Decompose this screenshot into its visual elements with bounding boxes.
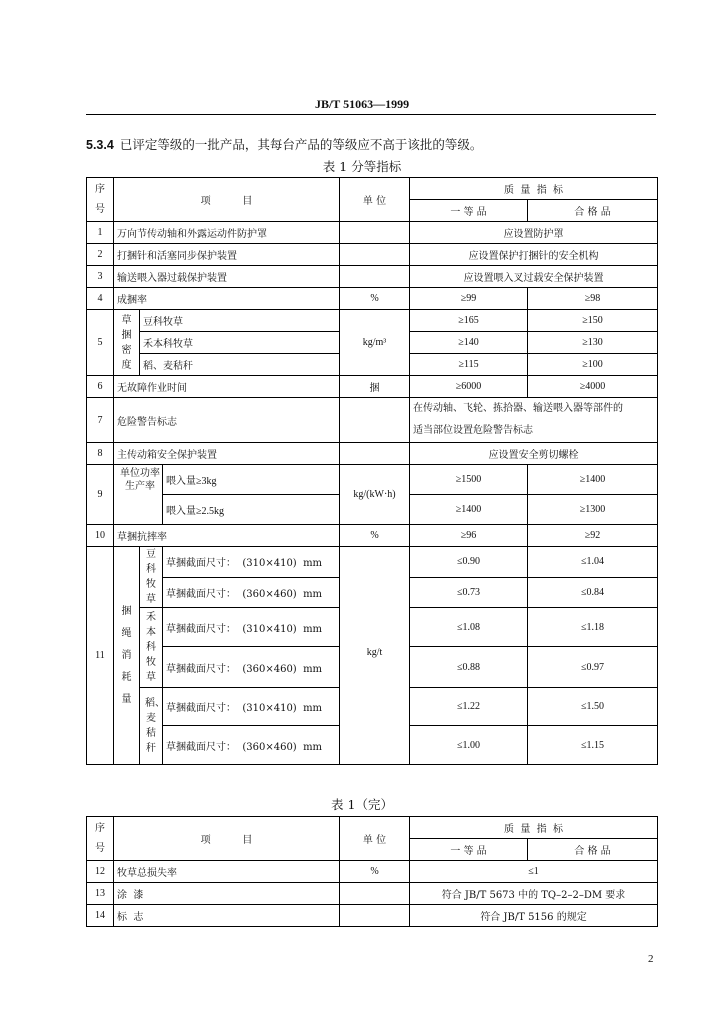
row-qualified: ≤0.97 <box>528 647 658 688</box>
row-item: 无故障作业时间 <box>114 376 340 398</box>
row-first-grade: ≤0.88 <box>410 647 528 688</box>
header-rule <box>86 114 656 115</box>
clause-5-3-4 <box>86 135 482 153</box>
sub-item: 草捆截面尺寸： (310×410) mm <box>163 547 340 578</box>
row-first-grade: ≥165 <box>410 310 528 332</box>
row-value: 应设置保护打捆针的安全机构 <box>410 244 658 266</box>
row-value: ≤1 <box>410 861 658 883</box>
sub-item: 草捆截面尺寸： (360×460) mm <box>163 726 340 765</box>
row-first-grade: ≤1.22 <box>410 688 528 726</box>
row-item: 涂 漆 <box>114 883 340 905</box>
row-item: 草捆抗摔率 <box>114 525 340 547</box>
table-row <box>87 861 658 883</box>
row-unit <box>340 905 410 927</box>
row-number: 9 <box>87 465 114 525</box>
row-number: 5 <box>87 310 114 376</box>
sub-item: 草捆截面尺寸： (310×410) mm <box>163 688 340 726</box>
first-grade-header: 一 等 品 <box>410 200 528 222</box>
row-qualified: ≤1.18 <box>528 608 658 647</box>
row-qualified: ≥130 <box>528 332 658 354</box>
table-row <box>87 547 658 578</box>
standard-code: JB/T 51063—1999 <box>314 97 410 111</box>
table-row <box>87 310 658 332</box>
row-item: 主传动箱安全保护装置 <box>114 443 340 465</box>
row-unit <box>340 222 410 244</box>
table-row <box>87 222 658 244</box>
clause-number: 5.3.4 <box>86 138 114 152</box>
row-qualified: ≥150 <box>528 310 658 332</box>
sub-item: 草捆截面尺寸： (360×460) mm <box>163 647 340 688</box>
row-first-grade: ≤1.08 <box>410 608 528 647</box>
table-row <box>87 883 658 905</box>
row-qualified: ≥98 <box>528 288 658 310</box>
row-number: 12 <box>87 861 114 883</box>
table-row <box>87 443 658 465</box>
sub-item: 禾本科牧草 <box>140 332 340 354</box>
table1-grading-indicators <box>86 177 658 765</box>
row-number: 13 <box>87 883 114 905</box>
row-qualified: ≥92 <box>528 525 658 547</box>
row-first-grade: ≤0.73 <box>410 577 528 608</box>
row-value: 应设置安全剪切螺栓 <box>410 443 658 465</box>
row-unit <box>340 443 410 465</box>
row-item: 输送喂入器过载保护装置 <box>114 266 340 288</box>
unit-header: 单 位 <box>340 178 410 222</box>
qualified-header: 合 格 品 <box>528 839 658 861</box>
table-row <box>87 525 658 547</box>
item-header: 项 目 <box>114 178 340 222</box>
table-row <box>87 905 658 927</box>
row-unit: % <box>340 288 410 310</box>
row-unit: % <box>340 525 410 547</box>
row-first-grade: ≤0.90 <box>410 547 528 578</box>
row-first-grade: ≥6000 <box>410 376 528 398</box>
seq-header: 序 号 <box>87 178 114 222</box>
row-number: 6 <box>87 376 114 398</box>
quality-header: 质 量 指 标 <box>410 178 658 200</box>
sub-item: 豆科牧草 <box>140 310 340 332</box>
row-value: 符合 JB/T 5673 中的 TQ–2–2–DM 要求 <box>410 883 658 905</box>
row-number: 10 <box>87 525 114 547</box>
row-number: 8 <box>87 443 114 465</box>
row-item: 万向节传动轴和外露运动件防护罩 <box>114 222 340 244</box>
category-label: 稻、麦秸秆 <box>140 688 163 765</box>
row-number: 3 <box>87 266 114 288</box>
row-unit <box>340 244 410 266</box>
row-number: 2 <box>87 244 114 266</box>
row-number: 14 <box>87 905 114 927</box>
table-row <box>87 465 658 495</box>
seq-header: 序 号 <box>87 817 114 861</box>
row-item: 标 志 <box>114 905 340 927</box>
row-first-grade: ≥1500 <box>410 465 528 495</box>
row-qualified: ≥1300 <box>528 495 658 525</box>
clause-text: 已评定等级的一批产品，其每台产品的等级应不高于该批的等级。 <box>119 137 483 152</box>
row-number: 11 <box>87 547 114 765</box>
row-first-grade: ≥96 <box>410 525 528 547</box>
row-number: 1 <box>87 222 114 244</box>
row-number: 7 <box>87 398 114 443</box>
row-group-label: 捆绳消耗量 <box>114 547 140 765</box>
page-number: 2 <box>648 953 654 965</box>
row-first-grade: ≥140 <box>410 332 528 354</box>
table-row <box>87 398 658 443</box>
row-unit <box>340 266 410 288</box>
row-unit <box>340 398 410 443</box>
table1-caption: 表 1 分等指标 <box>322 159 402 174</box>
sub-item: 喂入量≥3kg <box>163 465 340 495</box>
row-unit: % <box>340 861 410 883</box>
sub-item: 草捆截面尺寸： (360×460) mm <box>163 577 340 608</box>
sub-item: 喂入量≥2.5kg <box>163 495 340 525</box>
row-qualified: ≤1.15 <box>528 726 658 765</box>
row-unit <box>340 883 410 905</box>
row-group-label: 草捆密度 <box>114 310 140 376</box>
row-unit: kg/t <box>340 547 410 765</box>
table1-continued <box>86 816 658 927</box>
row-value: 在传动轴、飞轮、拣拾器、输送喂入器等部件的 适当部位设置危险警告标志 <box>410 398 658 443</box>
unit-header: 单 位 <box>340 817 410 861</box>
row-qualified: ≥4000 <box>528 376 658 398</box>
row-qualified: ≥100 <box>528 354 658 376</box>
sub-item: 草捆截面尺寸： (310×410) mm <box>163 608 340 647</box>
table-row <box>87 266 658 288</box>
row-group-label: 单位功率生产率 <box>114 465 163 525</box>
table-row <box>87 288 658 310</box>
row-item: 危险警告标志 <box>114 398 340 443</box>
row-value: 应设置喂入叉过载安全保护装置 <box>410 266 658 288</box>
row-value: 符合 JB/T 5156 的规定 <box>410 905 658 927</box>
table-row <box>87 376 658 398</box>
row-first-grade: ≤1.00 <box>410 726 528 765</box>
quality-header: 质 量 指 标 <box>410 817 658 839</box>
row-qualified: ≤1.50 <box>528 688 658 726</box>
category-label: 禾本科牧草 <box>140 608 163 688</box>
row-item: 打捆针和活塞同步保护装置 <box>114 244 340 266</box>
item-header: 项 目 <box>114 817 340 861</box>
table1-cont-caption: 表 1（完） <box>331 797 393 812</box>
row-qualified: ≤1.04 <box>528 547 658 578</box>
row-first-grade: ≥115 <box>410 354 528 376</box>
qualified-header: 合 格 品 <box>528 200 658 222</box>
row-first-grade: ≥1400 <box>410 495 528 525</box>
row-item: 牧草总损失率 <box>114 861 340 883</box>
row-qualified: ≥1400 <box>528 465 658 495</box>
row-value: 应设置防护罩 <box>410 222 658 244</box>
category-label: 豆科牧草 <box>140 547 163 608</box>
row-unit: kg/m³ <box>340 310 410 376</box>
row-qualified: ≤0.84 <box>528 577 658 608</box>
row-first-grade: ≥99 <box>410 288 528 310</box>
sub-item: 稻、麦秸秆 <box>140 354 340 376</box>
row-number: 4 <box>87 288 114 310</box>
row-item: 成捆率 <box>114 288 340 310</box>
row-unit: 捆 <box>340 376 410 398</box>
table-row <box>87 244 658 266</box>
row-unit: kg/(kW·h) <box>340 465 410 525</box>
first-grade-header: 一 等 品 <box>410 839 528 861</box>
